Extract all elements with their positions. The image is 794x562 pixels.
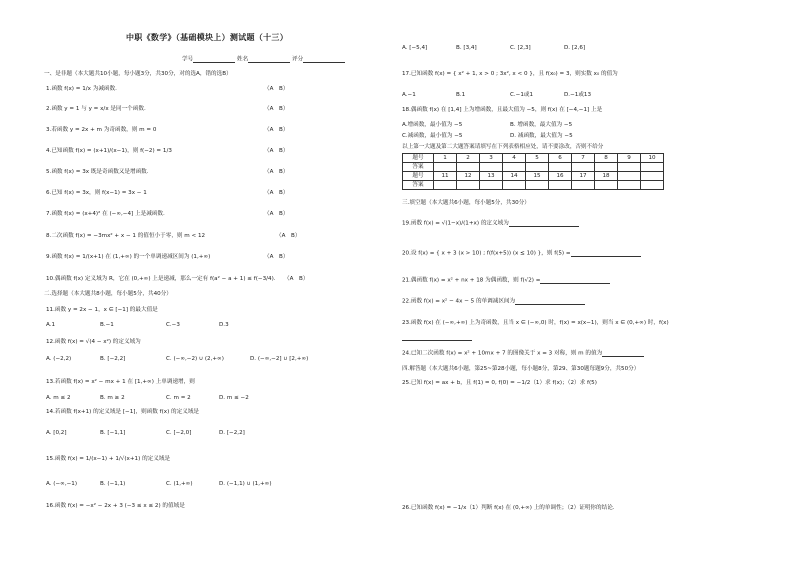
- answer-input-cell[interactable]: [480, 163, 503, 172]
- answer-table: [402, 153, 664, 190]
- question-12-option-b: B. [−2,2]: [100, 356, 126, 362]
- question-17-option-d: D.−1或13: [564, 92, 592, 98]
- answer-table-row: [403, 181, 664, 190]
- answer-table-cell: 题号: [403, 172, 434, 181]
- question-22-answer-blank[interactable]: [515, 298, 585, 305]
- question-13-option-b: B. m ≥ 2: [100, 395, 125, 401]
- question-20-answer-blank[interactable]: [571, 250, 641, 257]
- answer-table-cell: 2: [457, 154, 480, 163]
- question-21: [402, 277, 610, 284]
- section-1-heading: 一、是非题（本大题共10小题，每小题3分，共30分，对的选A，错的选B）: [44, 71, 232, 77]
- answer-table-cell: 15: [526, 172, 549, 181]
- answer-table-row: [403, 163, 664, 172]
- question-20: [402, 250, 641, 257]
- answer-input-cell[interactable]: [641, 163, 664, 172]
- answer-table-cell: 1: [434, 154, 457, 163]
- question-19: [402, 220, 579, 227]
- question-5-options: （A B）: [264, 169, 289, 175]
- question-3: 3.若函数 y = 2x + m 为奇函数，则 m = 0: [46, 127, 157, 133]
- answer-table-cell: [618, 172, 641, 181]
- question-4: 4.已知函数 f(x) = (x+1)/(x−1)，则 f(−2) = 1/3: [46, 148, 172, 154]
- question-1: 1.函数 f(x) = 1/x 为减函数.: [46, 86, 117, 92]
- answer-table-cell: 3: [480, 154, 503, 163]
- question-16-option-a: A. [−5,4]: [402, 45, 428, 51]
- question-18-option-c: C.减函数，最小值为 −5: [402, 133, 463, 139]
- question-17: 17.已知函数 f(x) = { x² + 1, x > 0 ; 3x², x < 0 }，且 f(x₀) = 3，则实数 x₀ 的值为: [402, 71, 618, 77]
- answer-table-cell: 9: [618, 154, 641, 163]
- question-18-option-d: D. 减函数，最大值为 −5: [510, 133, 573, 139]
- question-22-text: 22.函数 f(x) = x² − 4x − 5 的单调减区间为: [402, 298, 516, 305]
- question-8-options: （A B）: [276, 233, 301, 239]
- question-18-option-b: B. 增函数，最大值为 −5: [510, 122, 573, 128]
- answer-table-cell: 5: [526, 154, 549, 163]
- answer-input-cell[interactable]: [595, 181, 618, 190]
- section-2-heading: 二.选择题（本大题共8小题，每小题5分，共40分）: [44, 291, 172, 297]
- question-11-option-c: C.−3: [166, 322, 180, 328]
- question-15-option-a: A. (−∞,−1): [46, 481, 78, 487]
- question-26: 26.已知函数 f(x) = −1/x（1）判断 f(x) 在 (0,+∞) 上的单调性；（2）证明你的结论.: [402, 505, 615, 511]
- answer-table-cell: 12: [457, 172, 480, 181]
- question-5: 5.函数 f(x) = 3x 既是奇函数又是增函数.: [46, 169, 149, 175]
- answer-table-cell: 7: [572, 154, 595, 163]
- question-16: 16.函数 f(x) = −x² − 2x + 3 (−3 ≤ x ≤ 2) 的值域是: [46, 503, 185, 509]
- question-14-option-a: A. [0,2]: [46, 430, 67, 436]
- question-16-option-b: B. [3,4]: [456, 45, 477, 51]
- question-20-text: 20.设 f(x) = { x + 3 (x > 10) ; f(f(x+5)) (x ≤ 10) }，则 f(5) =: [402, 250, 571, 257]
- question-18-option-a: A.增函数，最小值为 −5: [402, 122, 463, 128]
- score-field[interactable]: [303, 56, 345, 63]
- answer-table-row: [403, 172, 664, 181]
- question-14-option-c: C. [−2,0]: [166, 430, 192, 436]
- question-15: 15.函数 f(x) = 1/(x−1) + 1/√(x+1) 的定义域是: [46, 456, 171, 462]
- right-column: [402, 0, 702, 562]
- answer-table-note: 以上第一大题及第二大题答案请填写在下列表格相应处，请不要涂改，否则不给分: [402, 144, 604, 150]
- answer-table-cell: 6: [549, 154, 572, 163]
- question-19-answer-blank[interactable]: [509, 220, 579, 227]
- answer-input-cell[interactable]: [457, 181, 480, 190]
- question-15-option-c: C. (1,+∞): [166, 481, 193, 487]
- student-name-label: 姓名: [236, 56, 249, 63]
- question-13-option-a: A. m ≤ 2: [46, 395, 71, 401]
- question-16-option-c: C. [2,3]: [510, 45, 531, 51]
- question-10: 10.偶函数 f(x) 定义域为 R，它在 (0,+∞) 上是递减，那么一定有 f(a² − a + 1) ≤ f(−3/4).: [46, 276, 276, 282]
- question-12-option-d: D. (−∞,−2] ∪ [2,+∞): [250, 356, 309, 362]
- question-13-option-d: D. m ≤ −2: [219, 395, 249, 401]
- student-id-label: 学号: [182, 56, 194, 63]
- question-21-answer-blank[interactable]: [540, 277, 610, 284]
- question-10-options: （A B）: [284, 276, 309, 282]
- question-12: 12.函数 f(x) = √(4 − x²) 的定义域为: [46, 339, 141, 345]
- answer-input-cell[interactable]: [526, 181, 549, 190]
- answer-input-cell[interactable]: [618, 163, 641, 172]
- answer-input-cell[interactable]: [549, 163, 572, 172]
- question-23-answer-blank[interactable]: [402, 334, 472, 341]
- answer-input-cell[interactable]: [549, 181, 572, 190]
- answer-table-cell: 4: [503, 154, 526, 163]
- answer-table-cell: 18: [595, 172, 618, 181]
- answer-input-cell[interactable]: [526, 163, 549, 172]
- answer-table-cell: [641, 172, 664, 181]
- question-23: [402, 320, 669, 326]
- question-11-option-a: A.1: [46, 322, 56, 328]
- question-4-options: （A B）: [264, 148, 289, 154]
- answer-input-cell[interactable]: [434, 163, 457, 172]
- question-2: 2.函数 y = 1 与 y = x/x 是同一个函数.: [46, 106, 146, 112]
- question-23-answer: [402, 334, 472, 341]
- answer-table-cell: [641, 181, 664, 190]
- question-16-option-d: D. [2,6]: [564, 45, 586, 51]
- question-17-option-a: A.−1: [402, 92, 416, 98]
- question-6-options: （A B）: [264, 190, 289, 196]
- question-7-options: （A B）: [264, 211, 289, 217]
- student-info: [182, 56, 345, 63]
- student-id-field[interactable]: [193, 56, 235, 63]
- question-24-text: 24.已知二次函数 f(x) = x² + 10mx + 7 的图像关于 x = 3 对称，则 m 的值为: [402, 350, 603, 357]
- question-3-options: （A B）: [264, 127, 289, 133]
- answer-input-cell[interactable]: [572, 163, 595, 172]
- answer-table-cell: 11: [434, 172, 457, 181]
- question-15-option-b: B. (−1,1): [100, 481, 126, 487]
- question-22: [402, 298, 585, 305]
- question-25: 25.已知 f(x) = ax + b，且 f(1) = 0, f(0) = −1/2（1）求 f(x)；（2）求 f(5): [402, 380, 597, 386]
- left-column: [44, 0, 374, 562]
- answer-table-cell: 答案: [403, 163, 434, 172]
- question-11-option-d: D.3: [219, 322, 229, 328]
- question-14-option-b: B. [−1,1]: [100, 430, 126, 436]
- question-8: 8.二次函数 f(x) = −3mx² + x − 1 的值恒小于零，则 m < 12: [46, 233, 206, 239]
- question-11: 11.函数 y = 2x − 1，x ∈ [−1] 的最大值是: [46, 307, 158, 313]
- question-6: 6.已知 f(x) = 3x，则 f(x−1) = 3x − 1: [46, 190, 147, 196]
- question-24: [402, 350, 644, 357]
- question-15-option-d: D. (−1,1) ∪ (1,+∞): [219, 481, 272, 487]
- answer-input-cell[interactable]: [503, 181, 526, 190]
- question-12-option-c: C. (−∞,−2) ∪ (2,+∞): [166, 356, 224, 362]
- score-label: 评分: [291, 56, 304, 63]
- question-9: 9.函数 f(x) = 1/(x+1) 在 (1,+∞) 的一个单调递减区间为 (1,+∞): [46, 254, 211, 260]
- question-18: 18.偶函数 f(x) 在 [1,4] 上为增函数，且最大值为 −5，则 f(x) 在 [−4,−1] 上是: [402, 107, 603, 113]
- answer-table-row: [403, 154, 664, 163]
- question-7: 7.函数 f(x) = (x+4)² 在 (−∞,−4] 上是减函数.: [46, 211, 165, 217]
- answer-input-cell[interactable]: [457, 163, 480, 172]
- question-17-option-c: C.−1或1: [510, 92, 534, 98]
- answer-table-cell: 答案: [403, 181, 434, 190]
- question-21-text: 21.偶函数 f(x) = x² + nx + 18 为偶函数，则 f(√2) =: [402, 277, 541, 284]
- answer-input-cell[interactable]: [595, 163, 618, 172]
- answer-table-cell: 10: [641, 154, 664, 163]
- question-11-option-b: B.−1: [100, 322, 114, 328]
- answer-input-cell[interactable]: [503, 163, 526, 172]
- answer-table-cell: [618, 181, 641, 190]
- answer-table-cell: 题号: [403, 154, 434, 163]
- student-name-field[interactable]: [248, 56, 290, 63]
- question-23-text: 23.函数 f(x) 在 (−∞,+∞) 上为奇函数，且当 x ∈ (−∞,0) 时，f(x) = x(x−1)，则当 x ∈ (0,+∞) 时，f(x): [402, 320, 669, 326]
- question-24-answer-blank[interactable]: [602, 350, 644, 357]
- page-title: 中职《数学》（基础模块上）测试题（十三）: [126, 33, 288, 42]
- question-14-option-d: D. [−2,2]: [219, 430, 245, 436]
- section-3-heading: 三.填空题（本大题共6小题，每小题5分，共30分）: [402, 200, 530, 206]
- question-2-options: （A B）: [264, 106, 289, 112]
- answer-table-cell: 8: [595, 154, 618, 163]
- question-19-text: 19.函数 f(x) = √(1−x)/(1+x) 的定义域为: [402, 220, 509, 227]
- question-13: 13.若函数 f(x) = x² − mx + 1 在 [1,+∞) 上单调递增，则: [46, 379, 195, 385]
- answer-input-cell[interactable]: [572, 181, 595, 190]
- answer-input-cell[interactable]: [434, 181, 457, 190]
- question-13-option-c: C. m = 2: [166, 395, 191, 401]
- question-17-option-b: B.1: [456, 92, 466, 98]
- question-12-option-a: A. (−2,2): [46, 356, 72, 362]
- question-14: 14.若函数 f(x+1) 的定义域是 [−1]，则函数 f(x) 的定义域是: [46, 409, 200, 415]
- question-9-options: （A B）: [264, 254, 289, 260]
- answer-input-cell[interactable]: [480, 181, 503, 190]
- answer-table-cell: 16: [549, 172, 572, 181]
- answer-table-cell: 14: [503, 172, 526, 181]
- section-4-heading: 四.解答题（本大题共6小题，第25~第28小题，每小题8分，第29、第30题每题9分，共50分）: [402, 366, 640, 372]
- answer-table-cell: 17: [572, 172, 595, 181]
- answer-table-cell: 13: [480, 172, 503, 181]
- question-1-options: （A B）: [264, 86, 289, 92]
